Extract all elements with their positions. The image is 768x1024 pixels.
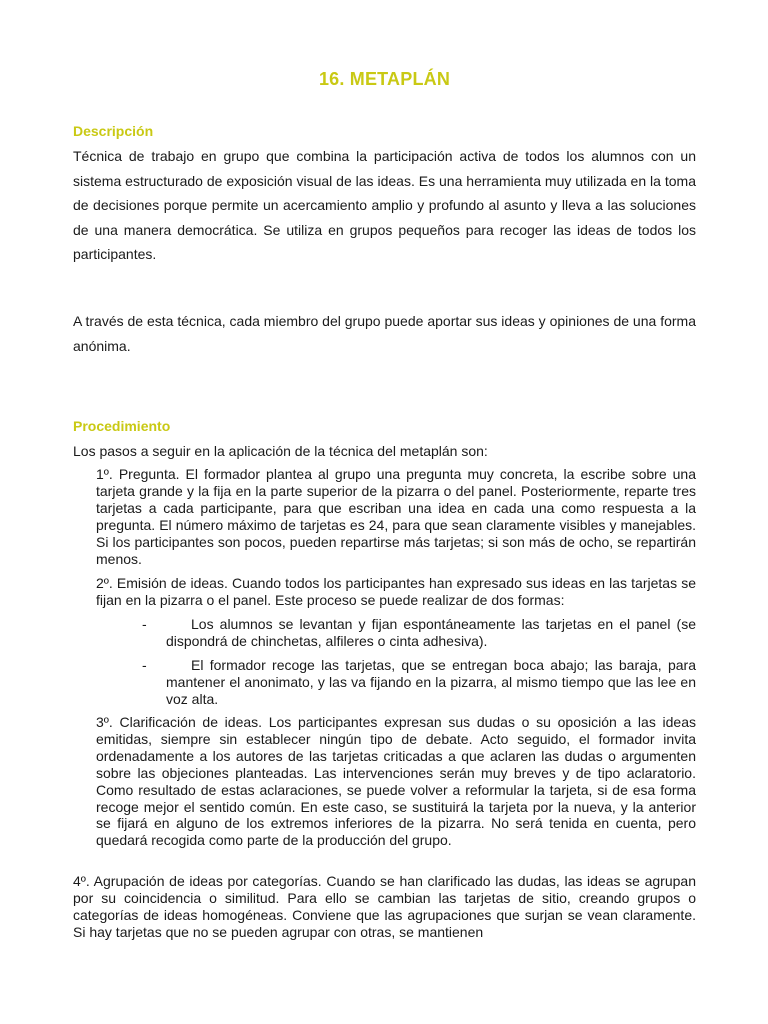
step-1-pregunta: 1º. Pregunta. El formador plantea al grupo una pregunta muy concreta, la escribe sobre una tarjeta grande y la fija en la parte superior de la pizarra o del panel. Posteriormente, reparte tres tarjetas a cada participante, para que escriban una idea en cada una como respuesta a la pregunta. El número máximo de tarjetas es 24, para que sean claramente visibles y manejables. Si los participantes son pocos, pueden repartirse más tarjetas; si son más de ocho, se repartirán menos. [96,466,696,567]
step-4-agrupacion-de-ideas: 4º. Agrupación de ideas por categorías. Cuando se han clarificado las dudas, las ideas se agrupan por su coincidencia o similitud. Para ello se cambian las tarjetas de sitio, creando grupos o categorías de ideas homogéneas. Conviene que las agrupaciones que surjan se vean claramente. Si hay tarjetas que no se pueden agrupar con otras, se mantienen [73,873,696,940]
step-3-clarificacion-de-ideas: 3º. Clarificación de ideas. Los participantes expresan sus dudas o su oposición a las ideas emitidas, siempre sin establecer ningún tipo de debate. Acto seguido, el formador invita ordenadamente a los autores de las tarjetas criticadas a que aclaren las dudas o argumenten sobre las objeciones planteadas. Las intervenciones serán muy breves y de tipo aclaratorio. Como resultado de estas aclaraciones, se puede volver a reformular la tarjeta, si de esa forma recoge mejor el sentido común. En este caso, se sustituirá la tarjeta por la nueva, y la anterior se fijará en alguno de los extremos inferiores de la pizarra. No será tenida en cuenta, pero quedará recogida como parte de la producción del grupo. [96,714,696,849]
bullet-text: Los alumnos se levantan y fijan espontáneamente las tarjetas en el panel (se dispondrá de chinchetas, alfileres o cinta adhesiva). [166,616,696,649]
section-heading-procedimiento: Procedimiento [73,418,171,434]
list-item [142,657,696,708]
descripcion-paragraph-2: A través de esta técnica, cada miembro del grupo puede aportar sus ideas y opiniones de una forma anónima. [73,313,696,354]
bullet-text: El formador recoge las tarjetas, que se entregan boca abajo; las baraja, para mantener el anonimato, y las va fijando en la pizarra, al mismo tiempo que las lee en voz alta. [166,657,696,707]
bullet-dash: - [142,657,147,673]
procedimiento-intro: Los pasos a seguir en la aplicación de la técnica del metaplán son: [73,443,488,459]
bullet-dash: - [142,616,147,632]
page-title: 16. METAPLÁN [318,69,451,89]
list-item [142,616,696,650]
step-2-emision-de-ideas: 2º. Emisión de ideas. Cuando todos los participantes han expresado sus ideas en las tarjetas se fijan en la pizarra o el panel. Este proceso se puede realizar de dos formas: [96,575,696,608]
section-heading-descripcion: Descripción [73,123,154,139]
descripcion-paragraph-1: Técnica de trabajo en grupo que combina la participación activa de todos los alumnos con un sistema estructurado de exposición visual de las ideas. Es una herramienta muy utilizada en la toma de decisiones porque permite un acercamiento amplio y profundo al asunto y lleva a las soluciones de una manera democrática. Se utiliza en grupos pequeños para recoger las ideas de todos los participantes. [73,148,696,263]
